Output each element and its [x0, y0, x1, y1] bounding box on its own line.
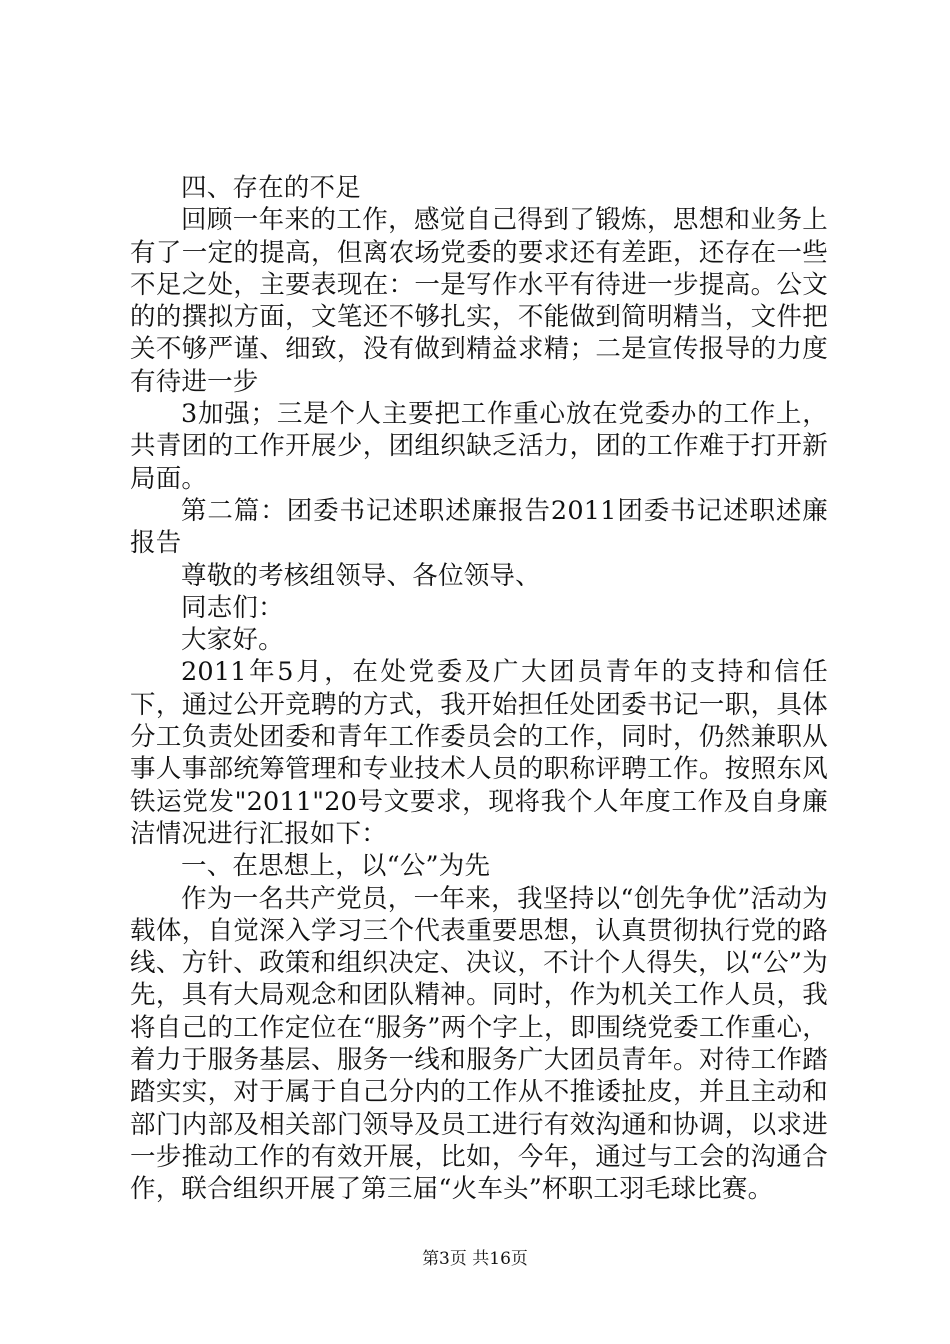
document-body: [130, 172, 828, 1206]
paragraph-introduction: 2011年5月，在处党委及广大团员青年的支持和信任下，通过公开竞聘的方式，我开始担任处团委书记一职，具体分工负责处团委和青年工作委员会的工作，同时，仍然兼职从事人事部统筹管理和专业技术人员的职称评聘工作。按照东风铁运党发"2011"20号文要求，现将我个人年度工作及自身廉洁情况进行汇报如下：: [130, 657, 828, 849]
paragraph-party-member: 作为一名共产党员，一年来，我坚持以“创先争优”活动为载体，自觉深入学习三个代表重要思想，认真贯彻执行党的路线、方针、政策和组织决定、决议，不计个人得失，以“公”为先，具有大局观念和团队精神。同时，作为机关工作人员，我将自己的工作定位在“服务”两个字上，即围绕党委工作重心，着力于服务基层、服务一线和服务广大团员青年。对待工作踏踏实实，对于属于自己分内的工作从不推诿扯皮，并且主动和部门内部及相关部门领导及员工进行有效沟通和协调，以求进一步推动工作的有效开展，比如，今年，通过与工会的沟通合作，联合组织开展了第三届“火车头”杯职工羽毛球比赛。: [130, 883, 828, 1205]
paragraph-review: 回顾一年来的工作，感觉自己得到了锻炼，思想和业务上有了一定的提高，但离农场党委的要求还有差距，还存在一些不足之处，主要表现在：一是写作水平有待进一步提高。公文的的撰拟方面，文笔还不够扎实，不能做到简明精当，文件把关不够严谨、细致，没有做到精益求精；二是宣传报导的力度有待进一步: [130, 205, 828, 397]
salutation-leaders: 尊敬的考核组领导、各位领导、: [181, 560, 541, 591]
second-article-title: 第二篇：团委书记述职述廉报告2011团委书记述职述廉报告: [130, 495, 828, 559]
greeting: 大家好。: [181, 625, 284, 656]
section-heading-shortcomings: 四、存在的不足: [181, 173, 361, 203]
paragraph-strengthen: 3加强；三是个人主要把工作重心放在党委办的工作上，共青团的工作开展少，团组织缺乏活力，团的工作难于打开新局面。: [130, 399, 828, 494]
salutation-comrades: 同志们：: [181, 592, 284, 623]
section-heading-thought: 一、在思想上，以“公”为先: [181, 851, 491, 882]
page-footer: 第3页 共16页: [422, 1249, 528, 1269]
